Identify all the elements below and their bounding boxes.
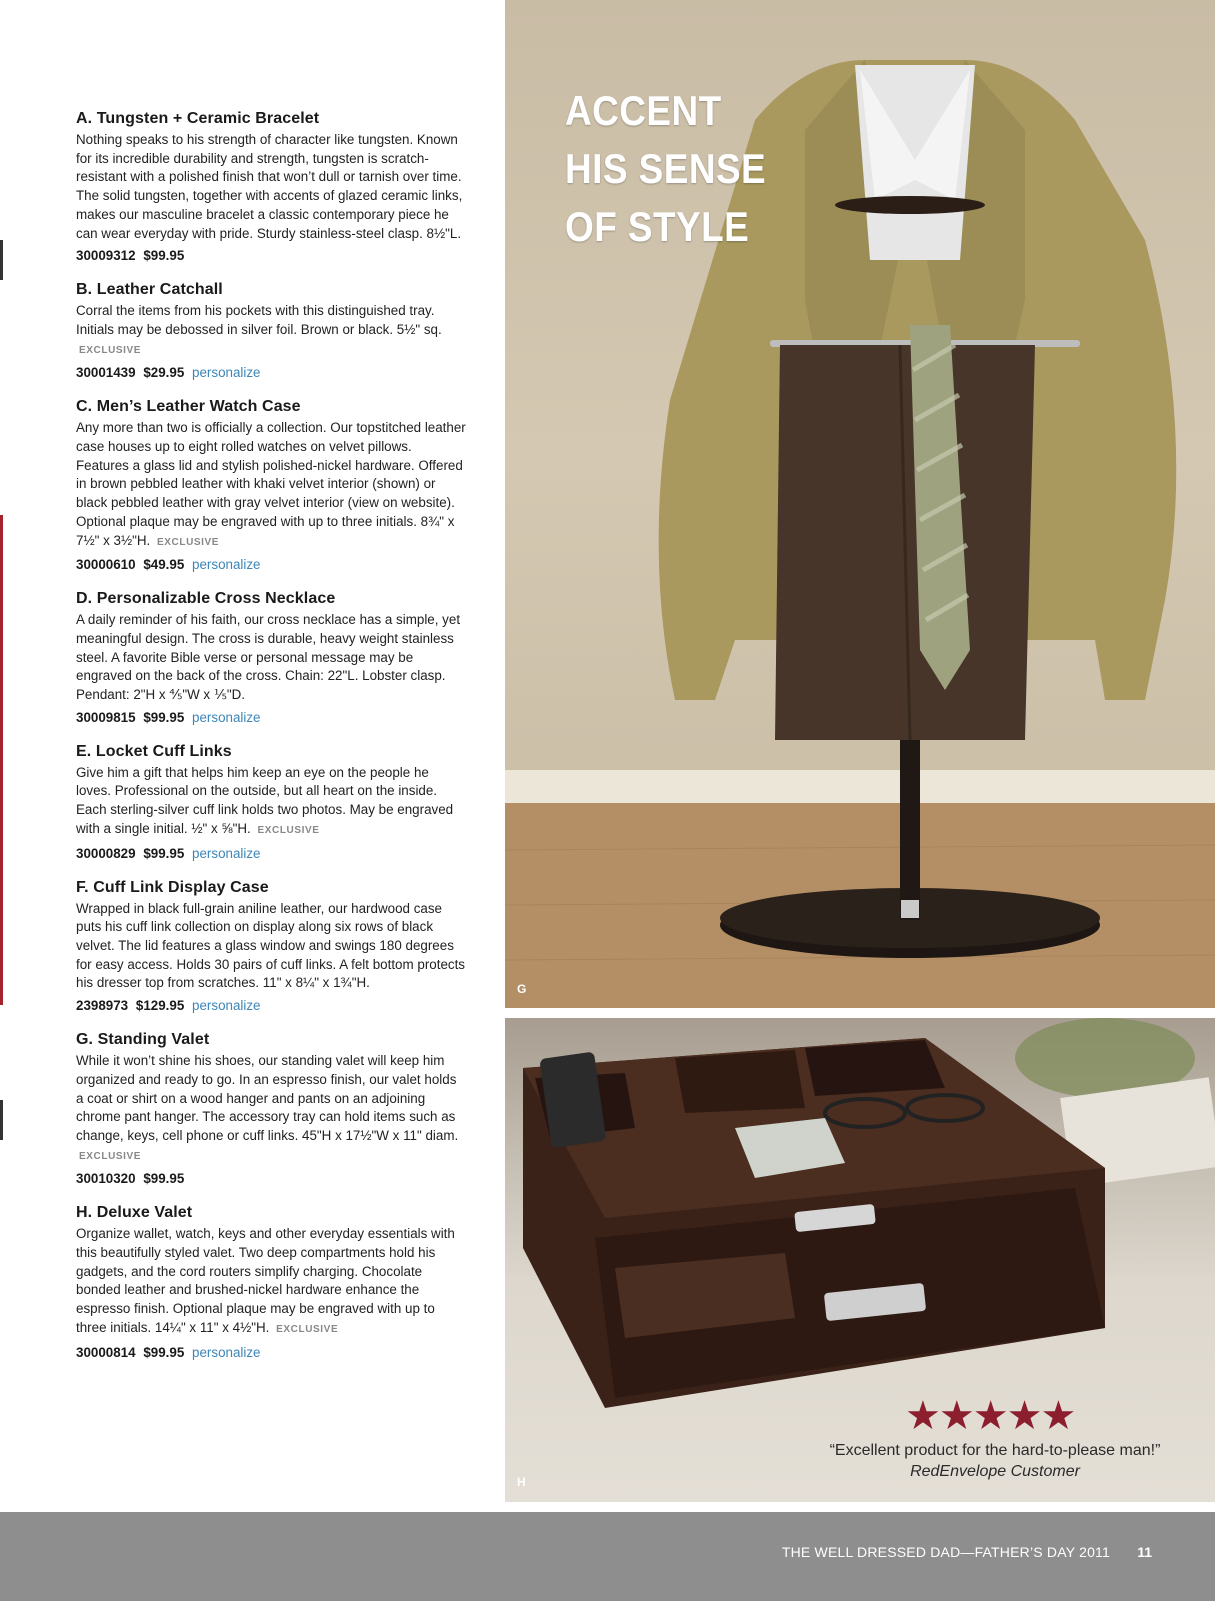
product-buy-line <box>76 365 466 380</box>
exclusive-badge: EXCLUSIVE <box>79 1150 142 1162</box>
product-price: $99.95 <box>143 248 185 264</box>
product-sku: 30000829 <box>76 845 136 861</box>
product-buy-line <box>76 998 466 1013</box>
product-title: F. Cuff Link Display Case <box>76 878 269 896</box>
product-title: G. Standing Valet <box>76 1031 210 1049</box>
product-sku: 30001439 <box>76 365 136 381</box>
product-title: C. Men’s Leather Watch Case <box>76 398 301 416</box>
product-buy-line <box>76 846 466 861</box>
product-d <box>76 590 466 725</box>
deluxe-valet-photo <box>505 1018 1215 1502</box>
edge-mark-red <box>0 515 3 1005</box>
product-sku: 30010320 <box>76 1171 136 1187</box>
exclusive-badge: EXCLUSIVE <box>79 344 142 356</box>
product-sku: 30009815 <box>76 709 136 725</box>
footer-title: THE WELL DRESSED DAD—FATHER’S DAY 2011 <box>781 1544 1110 1560</box>
deluxe-valet-illustration <box>505 1018 1215 1502</box>
review-quote: “Excellent product for the hard-to-please man!” <box>829 1442 1161 1459</box>
product-price: $99.95 <box>143 845 185 861</box>
standing-valet-photo <box>505 0 1215 1008</box>
product-sku: 30000610 <box>76 557 136 573</box>
page-number: 11 <box>1137 1544 1152 1560</box>
product-title: H. Deluxe Valet <box>76 1204 193 1222</box>
product-description: Corral the items from his pockets with this distinguished tray. Initials may be debossed in silver foil. Brown or black. 5½" sq. EXCLUSIVE <box>76 303 442 356</box>
customer-review <box>805 1440 1185 1482</box>
product-sku: 2398973 <box>76 998 129 1014</box>
personalize-link[interactable]: personalize <box>192 1344 261 1360</box>
photo-label-g: G <box>517 982 527 996</box>
product-list <box>76 110 466 1378</box>
personalize-link[interactable]: personalize <box>192 557 261 573</box>
product-buy-line <box>76 710 466 725</box>
exclusive-badge: EXCLUSIVE <box>157 536 220 548</box>
page-footer <box>0 1512 1215 1601</box>
product-sku: 30000814 <box>76 1344 136 1360</box>
headline-line-2: HIS SENSE <box>565 145 767 192</box>
product-description: Give him a gift that helps him keep an eye on the people he loves. Professional on the outside, but all heart on the inside. Each sterling-silver cuff link holds two photos. May be engraved with a single initial. ½" x ⅝"H. EXCLUSIVE <box>76 764 454 836</box>
product-price: $99.95 <box>143 709 185 725</box>
personalize-link[interactable]: personalize <box>192 709 261 725</box>
product-h <box>76 1204 466 1359</box>
product-sku: 30009312 <box>76 248 136 264</box>
personalize-link[interactable]: personalize <box>192 365 261 381</box>
product-description: Any more than two is officially a collection. Our topstitched leather case houses up to eight rolled watches on velvet pillows. Features a glass lid and stylish polished-nickel hardware. Offered in brown pebbled leather with khaki velvet interior (shown) or black pebbled leather with gray velvet interior (view on website). Optional plaque may be engraved with up to three initials. 8¾" x 7½" x 3½"H. EXCLUSIVE <box>76 420 466 548</box>
product-description: A daily reminder of his faith, our cross necklace has a simple, yet meaningful design. The cross is durable, heavy weight stainless steel. A favorite Bible verse or personal message may be engraved on the back of the cross. Chain: 22"L. Lobster clasp. Pendant: 2"H x ⅘"W x ⅕"D. <box>76 612 461 703</box>
photo-label-h: H <box>517 1475 526 1489</box>
product-buy-line <box>76 557 466 572</box>
exclusive-badge: EXCLUSIVE <box>276 1323 339 1335</box>
product-description: Organize wallet, watch, keys and other everyday essentials with this beautifully styled valet. Two deep compartments hold his gadgets, and the cord routers simplify charging. Chocolate bonded leather and brushed-nickel hardware enhance the espresso finish. Optional plaque may be engraved with up to three initials. 14¼" x 11" x 4½"H. EXCLUSIVE <box>76 1226 455 1335</box>
product-buy-line <box>76 248 466 263</box>
product-title: B. Leather Catchall <box>76 281 223 299</box>
product-e <box>76 743 466 861</box>
edge-mark-top <box>0 240 3 280</box>
headline-line-1: ACCENT <box>565 87 722 134</box>
product-a <box>76 110 466 263</box>
product-buy-line <box>76 1171 466 1186</box>
headline-line-3: OF STYLE <box>565 203 750 250</box>
personalize-link[interactable]: personalize <box>192 845 261 861</box>
product-price: $49.95 <box>143 557 185 573</box>
product-price: $99.95 <box>143 1171 185 1187</box>
product-price: $99.95 <box>143 1344 185 1360</box>
exclusive-badge: EXCLUSIVE <box>257 824 320 836</box>
rating-stars: ★★★★★ <box>905 1394 1075 1438</box>
review-author: RedEnvelope Customer <box>910 1463 1080 1480</box>
product-title: A. Tungsten + Ceramic Bracelet <box>76 110 320 127</box>
product-price: $29.95 <box>143 365 185 381</box>
product-price: $129.95 <box>135 998 185 1014</box>
product-b <box>76 281 466 380</box>
personalize-link[interactable]: personalize <box>192 998 261 1014</box>
product-description: Wrapped in black full-grain aniline leather, our hardwood case puts his cuff link collection on display along six rows of black velvet. The lid features a glass window and swings 180 degrees for easy access. Holds 30 pairs of cuff links. A felt bottom protects his dresser top from scratches. 11" x 8¼" x 1¾"H. <box>76 900 466 991</box>
product-buy-line <box>76 1345 466 1360</box>
edge-mark-bottom <box>0 1100 3 1140</box>
product-f <box>76 879 466 1014</box>
headline <box>565 82 766 256</box>
product-description: Nothing speaks to his strength of character like tungsten. Known for its incredible durability and strength, tungsten is scratch-resistant with a polished finish that won’t dull or tarnish over time. The solid tungsten, together with accents of glazed ceramic links, makes our masculine bracelet a classic contemporary piece he can wear everyday with pride. Sturdy stainless-steel clasp. 8½"L. <box>76 132 463 241</box>
product-title: E. Locket Cuff Links <box>76 742 232 760</box>
product-description: While it won’t shine his shoes, our standing valet will keep him organized and ready to go. In an espresso finish, our valet holds a coat or shirt on a wood hanger and pants on an adjoining chrome pant hanger. The accessory tray can hold items such as change, keys, cell phone or cuff links. 45"H x 17½"W x 11" diam. EXCLUSIVE <box>76 1053 459 1162</box>
product-c <box>76 398 466 572</box>
product-g <box>76 1031 466 1186</box>
product-title: D. Personalizable Cross Necklace <box>76 590 336 608</box>
